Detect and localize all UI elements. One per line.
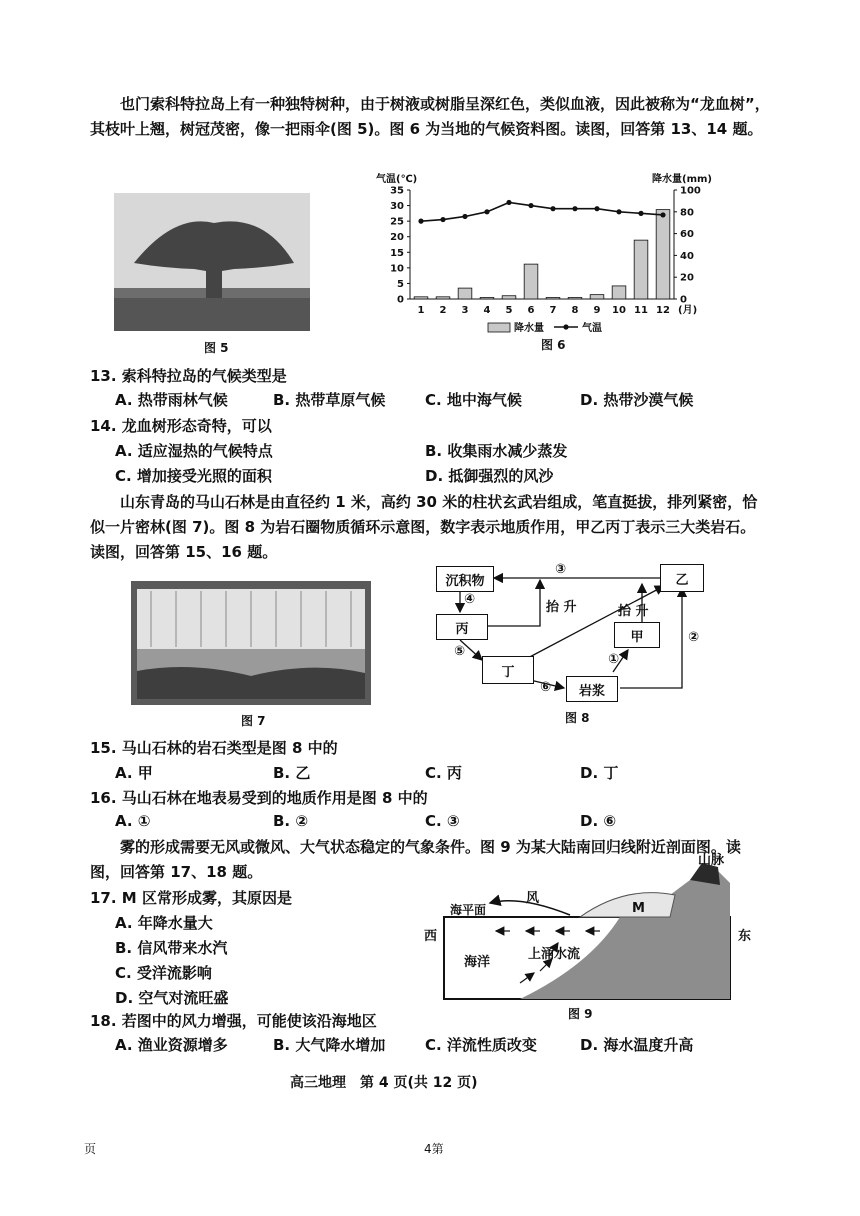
month-label: 4 <box>483 305 491 316</box>
right-tick-label: 60 <box>680 229 694 241</box>
q18-stem: 18. 若图中的风力增强，可能使该沿海地区 <box>90 1012 377 1030</box>
page-mid-mark: 4第 <box>424 1142 444 1156</box>
right-tick-label: 80 <box>680 207 694 219</box>
precip-bar <box>414 297 428 299</box>
q13-option-c: C. 地中海气候 <box>425 391 522 409</box>
right-tick-label: 40 <box>680 250 694 262</box>
left-tick-label: 20 <box>390 232 404 244</box>
rock-bing-box: 丙 <box>436 614 488 640</box>
month-label: 9 <box>593 305 601 316</box>
q17-option-d: D. 空气对流旺盛 <box>115 989 229 1007</box>
temp-point <box>484 209 489 214</box>
temp-point <box>506 200 511 205</box>
left-tick-label: 15 <box>390 247 404 259</box>
fig7-caption: 图 7 <box>241 714 266 728</box>
temp-point <box>418 219 423 224</box>
q18-option-a: A. 渔业资源增多 <box>115 1036 228 1054</box>
temp-point <box>660 212 665 217</box>
intro-paragraph-3: 雾的形成需要无风或微风、大气状态稳定的气象条件。图 9 为某大陆南回归线附近剖面图。读图，回答第 17、18 题。 <box>90 838 741 881</box>
precip-bar <box>436 297 450 299</box>
magma-box: 岩浆 <box>566 676 618 702</box>
process-1-label: ① <box>608 652 620 667</box>
q16-option-a: A. ① <box>115 812 151 830</box>
precip-bar <box>546 298 560 300</box>
q14-option-d: D. 抵御强烈的风沙 <box>425 467 554 485</box>
page-left-mark: 页 <box>84 1142 97 1156</box>
rock-ding-box: 丁 <box>482 656 534 684</box>
intro-paragraph-1: 也门索科特拉岛上有一种独特树种，由于树液或树脂呈深红色，类似血液，因此被称为“龙血树”，其枝叶上翘，树冠茂密，像一把雨伞(图 5)。图 6 为当地的气候资料图。读图，回答第 13、14 题。 <box>90 95 770 138</box>
month-label: 7 <box>549 305 557 316</box>
q13-option-b: B. 热带草原气候 <box>273 391 386 409</box>
wind-label: 风 <box>526 891 540 906</box>
q15-option-a: A. 甲 <box>115 764 153 782</box>
temp-point <box>528 203 533 208</box>
ocean-label: 海洋 <box>464 955 491 970</box>
legend-bar-label: 降水量 <box>514 323 544 334</box>
q17-option-a: A. 年降水量大 <box>115 914 213 932</box>
q14-option-c: C. 增加接受光照的面积 <box>115 467 272 485</box>
fig8-caption: 图 8 <box>565 711 590 725</box>
q15-option-d: D. 丁 <box>580 764 619 782</box>
legend-line-label: 气温 <box>582 323 602 334</box>
left-tick-label: 10 <box>390 263 404 275</box>
q18-option-c: C. 洋流性质改变 <box>425 1036 537 1054</box>
precip-bar <box>502 296 516 299</box>
temp-point <box>572 206 577 211</box>
temp-point <box>550 206 555 211</box>
temp-point <box>594 206 599 211</box>
fig9-caption: 图 9 <box>568 1007 593 1021</box>
q17-option-b: B. 信风带来水汽 <box>115 939 228 957</box>
precip-bar <box>458 288 472 299</box>
q13-stem: 13. 索科特拉岛的气候类型是 <box>90 367 287 385</box>
process-3-label: ③ <box>555 562 567 577</box>
precip-bar <box>480 298 494 300</box>
q16-option-c: C. ③ <box>425 812 460 830</box>
fig5-caption: 图 5 <box>204 341 229 355</box>
q15-stem: 15. 马山石林的岩石类型是图 8 中的 <box>90 739 338 757</box>
west-label: 西 <box>424 929 438 944</box>
right-tick-label: 20 <box>680 272 694 284</box>
precip-bar <box>590 295 604 299</box>
climate-chart <box>374 168 754 338</box>
month-label: 11 <box>634 305 648 316</box>
temp-line <box>421 202 663 221</box>
right-axis-label: 降水量(mm) <box>652 174 712 185</box>
process-6-label: ⑥ <box>540 680 552 695</box>
mountain-label: 山脉 <box>698 853 725 868</box>
month-label: 3 <box>461 305 469 316</box>
rock-yi-box: 乙 <box>660 564 704 592</box>
q16-option-d: D. ⑥ <box>580 812 617 830</box>
sea-level-label: 海平面 <box>450 903 487 917</box>
left-tick-label: 5 <box>397 278 404 290</box>
month-label: 2 <box>439 305 447 316</box>
right-tick-label: 100 <box>680 185 701 197</box>
month-label: 8 <box>571 305 579 316</box>
uplift-label-2: 抬 升 <box>618 604 649 619</box>
q16-stem: 16. 马山石林在地表易受到的地质作用是图 8 中的 <box>90 789 428 807</box>
process-4-label: ④ <box>464 592 476 607</box>
fig6-caption: 图 6 <box>541 338 566 352</box>
q14-option-b: B. 收集雨水减少蒸发 <box>425 442 568 460</box>
rock-jia-box: 甲 <box>614 622 660 648</box>
month-label: 10 <box>612 305 626 316</box>
q14-stem: 14. 龙血树形态奇特，可以 <box>90 417 272 435</box>
uplift-label-1: 抬 升 <box>546 600 577 615</box>
coastal-profile-diagram <box>420 855 760 1005</box>
legend-line-marker <box>563 324 568 329</box>
left-axis-label: 气温(℃) <box>376 174 418 185</box>
basalt-column-photo <box>131 581 371 705</box>
left-tick-label: 35 <box>390 185 404 197</box>
temp-point <box>616 209 621 214</box>
temp-point <box>462 214 467 219</box>
precip-bar <box>656 210 670 299</box>
q14-option-a: A. 适应湿热的气候特点 <box>115 442 273 460</box>
east-label: 东 <box>738 929 752 944</box>
temp-point <box>638 211 643 216</box>
q13-option-d: D. 热带沙漠气候 <box>580 391 694 409</box>
process-2-label: ② <box>688 630 700 645</box>
q17-stem: 17. M 区常形成雾，其原因是 <box>90 889 292 907</box>
left-tick-label: 25 <box>390 216 404 228</box>
q18-option-d: D. 海水温度升高 <box>580 1036 694 1054</box>
page-footer: 高三地理 第 4 页(共 12 页) <box>290 1075 478 1091</box>
rock-cycle-diagram <box>430 560 710 710</box>
dragon-blood-tree-photo <box>114 193 310 331</box>
temp-point <box>440 217 445 222</box>
precip-bar <box>568 298 582 300</box>
fog-m-label: M <box>632 901 645 916</box>
process-5-label: ⑤ <box>454 644 466 659</box>
q15-option-c: C. 丙 <box>425 764 462 782</box>
right-tick-label: 0 <box>680 294 687 306</box>
precip-bar <box>524 264 538 299</box>
month-label: 12 <box>656 305 670 316</box>
precip-bar <box>612 286 626 299</box>
q15-option-b: B. 乙 <box>273 764 311 782</box>
precip-bar <box>634 240 648 299</box>
month-label: 6 <box>527 305 535 316</box>
month-label: 1 <box>417 305 425 316</box>
month-label: 5 <box>505 305 513 316</box>
sediment-box: 沉积物 <box>436 566 494 592</box>
q17-option-c: C. 受洋流影响 <box>115 964 212 982</box>
legend-bar-swatch <box>488 323 510 332</box>
intro-paragraph-2: 山东青岛的马山石林是由直径约 1 米，高约 30 米的柱状玄武岩组成，笔直挺拔，排列紧密，恰似一片密林(图 7)。图 8 为岩石圈物质循环示意图，数字表示地质作用，甲乙丙丁表示三大类岩石。读图，回答第 15、16 题。 <box>90 493 758 561</box>
q18-option-b: B. 大气降水增加 <box>273 1036 386 1054</box>
upwelling-label: 上涌水流 <box>528 947 581 962</box>
left-tick-label: 0 <box>397 294 404 306</box>
x-unit-label: (月) <box>678 305 698 316</box>
left-tick-label: 30 <box>390 201 404 213</box>
q13-option-a: A. 热带雨林气候 <box>115 391 228 409</box>
q16-option-b: B. ② <box>273 812 309 830</box>
